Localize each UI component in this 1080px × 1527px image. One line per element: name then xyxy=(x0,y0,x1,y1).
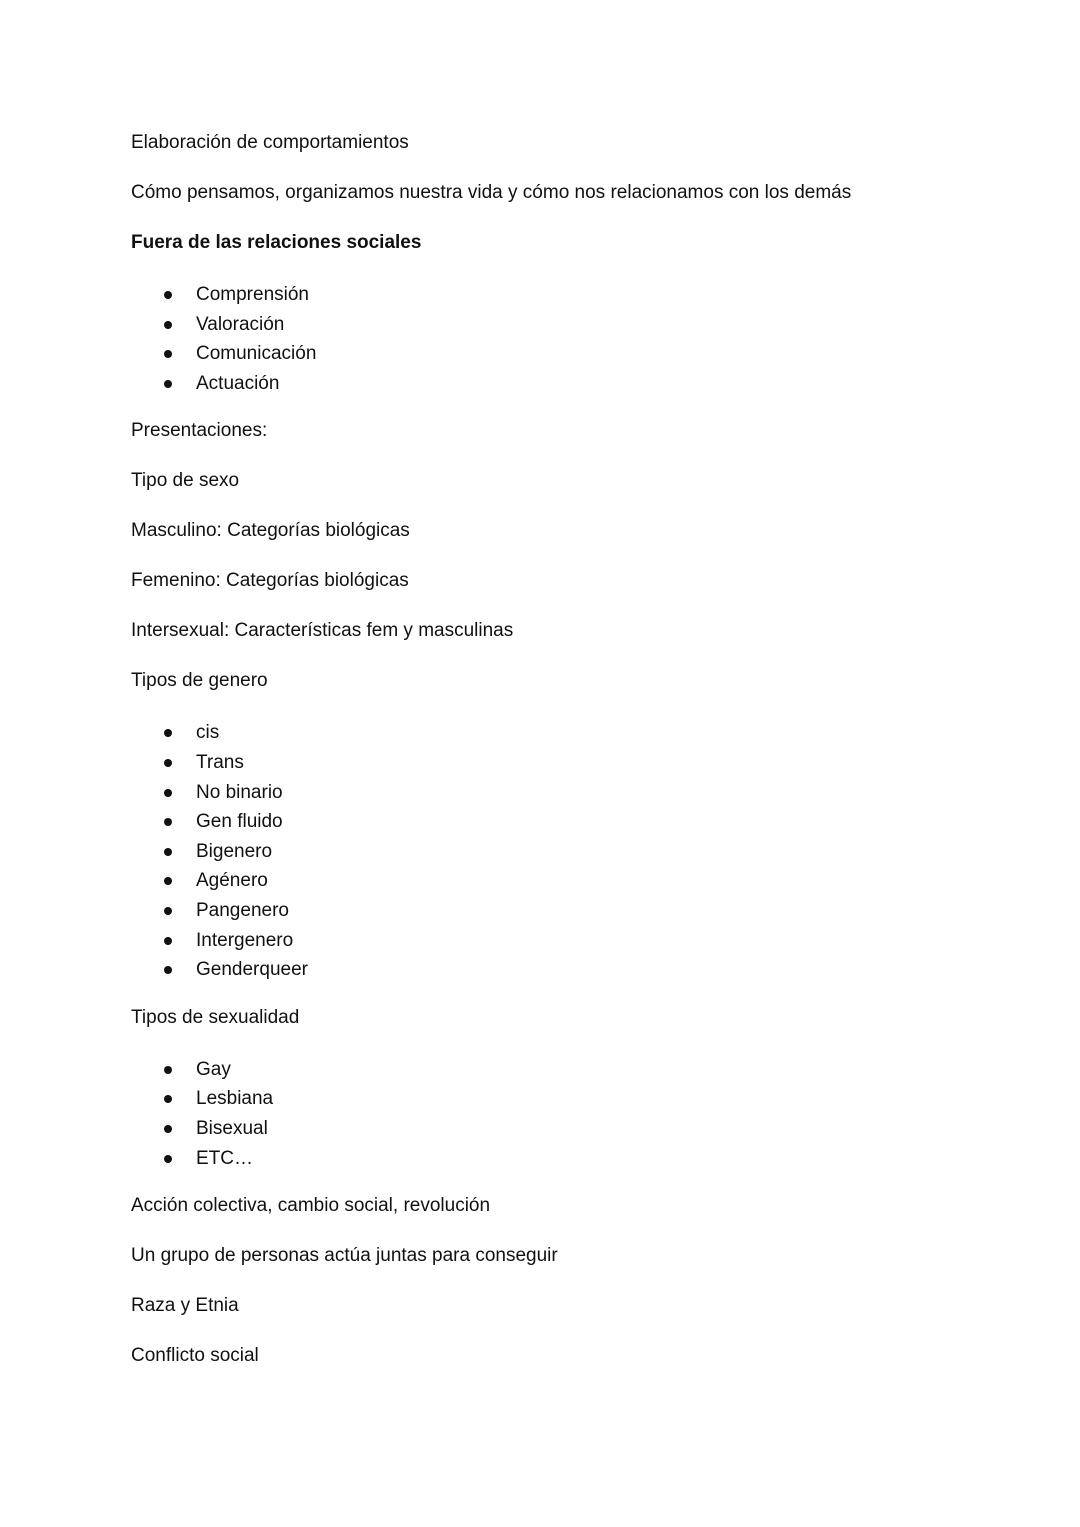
bullet-icon xyxy=(164,966,172,974)
paragraph-intersexual: Intersexual: Características fem y masculinas xyxy=(131,620,514,642)
paragraph-tipo-sexo: Tipo de sexo xyxy=(131,470,240,492)
bullet-icon xyxy=(164,818,172,826)
list-item-label: Gen fluido xyxy=(196,811,283,833)
list-item xyxy=(131,280,991,310)
list-tipos-genero xyxy=(131,718,991,984)
bullet-icon xyxy=(164,907,172,915)
list-item xyxy=(131,837,991,867)
list-item-label: Valoración xyxy=(196,313,285,335)
list-item-label: Actuación xyxy=(196,372,280,394)
paragraph-elaboracion: Elaboración de comportamientos xyxy=(131,132,409,153)
paragraph-grupo-personas: Un grupo de personas actúa juntas para conseguir xyxy=(131,1245,558,1267)
paragraph-presentaciones: Presentaciones: xyxy=(131,420,268,442)
bullet-icon xyxy=(164,291,172,299)
list-item-label: Intergenero xyxy=(196,929,294,951)
list-item-label: Genderqueer xyxy=(196,959,308,981)
bullet-icon xyxy=(164,321,172,329)
bullet-icon xyxy=(164,729,172,737)
list-item-label: Pangenero xyxy=(196,899,289,921)
paragraph-conflicto-social: Conflicto social xyxy=(131,1345,259,1367)
list-item-label: Comunicación xyxy=(196,343,317,365)
list-relaciones-sociales xyxy=(131,280,991,398)
list-item xyxy=(131,955,991,985)
bullet-icon xyxy=(164,759,172,767)
list-tipos-sexualidad xyxy=(131,1055,991,1173)
bullet-icon xyxy=(164,380,172,388)
bullet-icon xyxy=(164,350,172,358)
paragraph-accion-colectiva: Acción colectiva, cambio social, revolución xyxy=(131,1195,491,1217)
list-item xyxy=(131,369,991,399)
document-page xyxy=(131,128,991,1391)
list-item-label: Comprensión xyxy=(196,284,309,305)
bullet-icon xyxy=(164,1155,172,1163)
list-item-label: No binario xyxy=(196,781,283,803)
paragraph-como-pensamos: Cómo pensamos, organizamos nuestra vida y cómo nos relacionamos con los demás xyxy=(131,182,852,203)
bullet-icon xyxy=(164,877,172,885)
list-item-label: Bigenero xyxy=(196,840,273,862)
list-item-label: Bisexual xyxy=(196,1117,268,1139)
bullet-icon xyxy=(164,937,172,945)
list-item-label: Trans xyxy=(196,751,244,773)
list-item-label: cis xyxy=(196,722,220,744)
list-item xyxy=(131,866,991,896)
list-item xyxy=(131,718,991,748)
list-item xyxy=(131,778,991,808)
list-item xyxy=(131,807,991,837)
paragraph-tipos-sexualidad: Tipos de sexualidad xyxy=(131,1006,300,1028)
bullet-icon xyxy=(164,789,172,797)
list-item-label: Agénero xyxy=(196,870,268,892)
list-item xyxy=(131,896,991,926)
list-item xyxy=(131,1114,991,1144)
paragraph-masculino: Masculino: Categorías biológicas xyxy=(131,520,410,542)
bullet-icon xyxy=(164,1066,172,1074)
bullet-icon xyxy=(164,1095,172,1103)
list-item-label: Lesbiana xyxy=(196,1088,274,1110)
bullet-icon xyxy=(164,848,172,856)
list-item xyxy=(131,1144,991,1174)
heading-relaciones-sociales: Fuera de las relaciones sociales xyxy=(131,232,422,253)
paragraph-femenino: Femenino: Categorías biológicas xyxy=(131,570,409,592)
paragraph-tipos-genero: Tipos de genero xyxy=(131,670,268,692)
bullet-icon xyxy=(164,1125,172,1133)
list-item xyxy=(131,339,991,369)
list-item xyxy=(131,926,991,956)
list-item-label: ETC… xyxy=(196,1147,253,1169)
list-item xyxy=(131,1055,991,1085)
list-item xyxy=(131,310,991,340)
paragraph-raza-etnia: Raza y Etnia xyxy=(131,1295,239,1317)
list-item xyxy=(131,748,991,778)
list-item-label: Gay xyxy=(196,1058,231,1080)
list-item xyxy=(131,1084,991,1114)
